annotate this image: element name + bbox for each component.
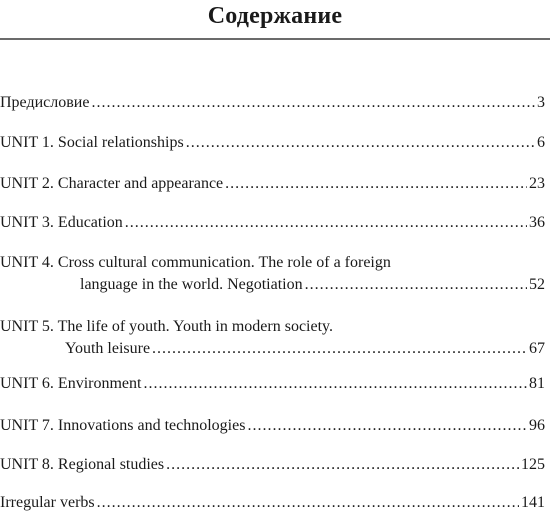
toc-entry-irregular-verbs[interactable] [0,492,545,514]
toc-entry-label: UNIT 8. Regional studies [0,456,165,473]
toc-leader-dots [143,373,527,395]
page-title: Содержание [207,3,343,29]
toc-leader-dots [97,492,519,514]
toc-entry-unit-8[interactable] [0,454,545,476]
toc-entry-unit-4-line-2[interactable] [80,274,545,296]
toc-entry-continuation: Youth leisure [65,340,151,357]
toc-page-number: 125 [521,456,545,473]
toc-leader-dots [91,92,535,114]
toc-entry-unit-4-line-1[interactable] [0,252,545,274]
toc-leader-dots [225,173,527,195]
toc-entry-unit-6[interactable] [0,373,545,395]
toc-page-number: 141 [521,494,545,511]
toc-entry-preface[interactable] [0,92,545,114]
toc-entry-label: UNIT 4. Cross cultural communication. The role of a foreign [0,254,391,271]
toc-entry-label: UNIT 2. Character and appearance [0,175,224,192]
title-divider [0,38,550,40]
toc-page-number: 52 [529,276,545,293]
toc-entry-unit-7[interactable] [0,415,545,437]
toc-page-number: 23 [529,175,545,192]
toc-entry-label: UNIT 7. Innovations and technologies [0,417,246,434]
toc-entry-unit-2[interactable] [0,173,545,195]
toc-entry-label: Предисловие [0,94,90,111]
toc-leader-dots [152,338,527,360]
toc-leader-dots [166,454,519,476]
toc-entry-label: Irregular verbs [0,494,95,511]
toc-page-number: 67 [529,340,545,357]
toc-page-number: 3 [537,94,545,111]
toc-entry-continuation: language in the world. Negotiation [80,276,303,293]
toc-page-number: 6 [537,134,545,151]
toc-leader-dots [125,212,527,234]
toc-page-number: 96 [529,417,545,434]
toc-entry-label: UNIT 5. The life of youth. Youth in modern society. [0,318,334,335]
toc-leader-dots [186,132,535,154]
toc-entry-label: UNIT 3. Education [0,214,123,231]
toc-entry-label: UNIT 1. Social relationships [0,134,184,151]
toc-page-number: 81 [529,375,545,392]
toc-entry-label: UNIT 6. Environment [0,375,142,392]
toc-entry-unit-5-line-1[interactable] [0,316,545,338]
toc-entry-unit-5-line-2[interactable] [65,338,545,360]
toc-leader-dots [305,274,527,296]
toc-entry-unit-3[interactable] [0,212,545,234]
toc-entry-unit-1[interactable] [0,132,545,154]
toc-leader-dots [247,415,527,437]
toc-page-number: 36 [529,214,545,231]
